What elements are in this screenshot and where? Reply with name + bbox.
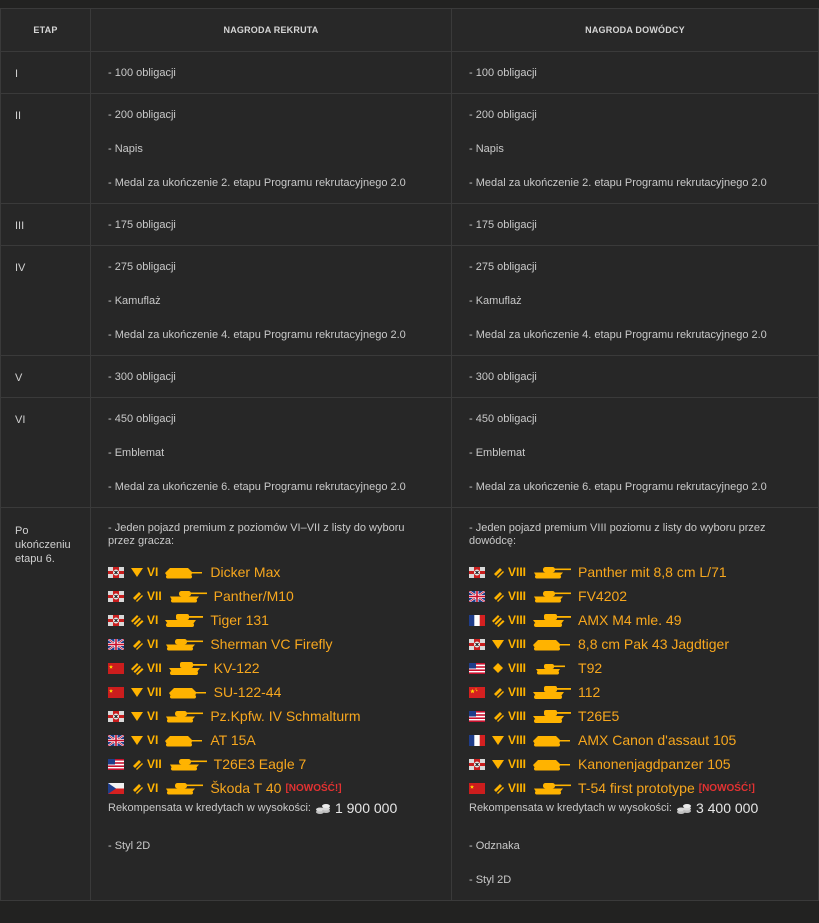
vehicle-item: [469, 728, 810, 752]
commander-reward-cell: [452, 94, 819, 204]
tank-silhouette-icon: [166, 588, 214, 604]
vehicle-name: Dicker Max: [210, 563, 281, 580]
vehicle-item: [469, 656, 810, 680]
vehicle-tier: VIII: [508, 564, 527, 579]
reward-line: - Medal za ukończenie 6. etapu Programu rekrutacyjnego 2.0: [469, 481, 767, 493]
reward-line: - Kamuflaż: [108, 295, 161, 307]
heavy-tank-icon: [491, 613, 505, 627]
vehicle-name: FV4202: [578, 587, 628, 604]
vehicle-name: SU-122-44: [213, 683, 282, 700]
tank-silhouette-icon: [530, 756, 578, 772]
stage-row: [1, 398, 819, 508]
tank-silhouette-icon: [530, 708, 578, 724]
td-icon: [130, 685, 144, 699]
stage-cell: Po ukończeniu etapu 6.: [1, 508, 91, 901]
vehicle-tier: VII: [147, 684, 162, 699]
germany-flag-icon: [108, 615, 124, 626]
td-icon: [130, 565, 144, 579]
vehicle-name: 112: [578, 683, 601, 700]
final-stage-row: [1, 508, 819, 901]
vehicle-item: [108, 680, 443, 704]
reward-line: - 450 obligacji: [108, 413, 176, 425]
vehicle-name: Pz.Kpfw. IV Schmalturm: [210, 707, 361, 724]
vehicle-tier: VIII: [508, 732, 527, 747]
commander-final-reward-cell: [452, 508, 819, 901]
compensation-amount: 3 400 000: [695, 800, 759, 816]
compensation-label: Rekompensata w kredytach w wysokości:: [108, 802, 311, 814]
vehicle-tier: VI: [147, 636, 159, 651]
usa-flag-icon: [108, 759, 124, 770]
tank-silhouette-icon: [162, 636, 210, 652]
vehicle-item: [108, 704, 443, 728]
recruit-reward-cell: [91, 398, 452, 508]
new-badge: [NOWOŚĆ!]: [285, 782, 342, 794]
vehicle-item: [469, 560, 810, 584]
recruit-reward-cell: [91, 204, 452, 246]
reward-line: - 200 obligacji: [469, 109, 537, 121]
vehicle-name: 8,8 cm Pak 43 Jagdtiger: [578, 635, 729, 652]
czech-flag-icon: [108, 783, 124, 794]
reward-line: - Medal za ukończenie 4. etapu Programu rekrutacyjnego 2.0: [469, 329, 767, 341]
france-flag-icon: [469, 615, 485, 626]
vehicle-tier: VIII: [508, 756, 527, 771]
tank-silhouette-icon: [162, 732, 210, 748]
vehicle-name: AT 15A: [210, 731, 256, 748]
reward-line: - Medal za ukończenie 4. etapu Programu rekrutacyjnego 2.0: [108, 329, 406, 341]
vehicle-tier: VI: [147, 732, 159, 747]
reward-line: - Napis: [108, 143, 143, 155]
tank-silhouette-icon: [166, 756, 214, 772]
tank-silhouette-icon: [530, 732, 578, 748]
reward-line: - Emblemat: [469, 447, 526, 459]
germany-flag-icon: [108, 591, 124, 602]
reward-line: - Medal za ukończenie 2. etapu Programu rekrutacyjnego 2.0: [108, 177, 406, 189]
vehicle-tier: VIII: [508, 588, 527, 603]
commander-reward-cell: [452, 398, 819, 508]
stage-cell: III: [1, 204, 91, 246]
recruit-compensation: [108, 802, 443, 815]
vehicle-name: Sherman VC Firefly: [210, 635, 333, 652]
vehicle-name: KV-122: [213, 659, 260, 676]
reward-line: - Kamuflaż: [469, 295, 522, 307]
tank-silhouette-icon: [530, 564, 578, 580]
reward-line: - 450 obligacji: [469, 413, 537, 425]
medium-tank-icon: [130, 781, 144, 795]
vehicle-name: AMX M4 mle. 49: [578, 611, 682, 628]
usa-flag-icon: [469, 711, 485, 722]
compensation-label: Rekompensata w kredytach w wysokości:: [469, 802, 672, 814]
credits-icon: [315, 803, 331, 815]
stage-row: [1, 356, 819, 398]
commander-vehicle-list: [469, 560, 810, 800]
vehicle-tier: VII: [147, 660, 162, 675]
vehicle-item: [108, 584, 443, 608]
vehicle-name: T26E5: [578, 707, 620, 724]
vehicle-name: Panther/M10: [213, 587, 294, 604]
new-badge: [NOWOŚĆ!]: [698, 782, 755, 794]
commander-reward-cell: [452, 246, 819, 356]
heavy-tank-icon: [130, 661, 144, 675]
vehicle-item: [108, 560, 443, 584]
table-header-row: [1, 9, 819, 52]
tank-silhouette-icon: [530, 612, 578, 628]
vehicle-item: [469, 752, 810, 776]
stage-cell: V: [1, 356, 91, 398]
recruit-final-reward-cell: [91, 508, 452, 901]
commander-compensation: [469, 802, 810, 815]
tank-silhouette-icon: [162, 564, 210, 580]
tank-silhouette-icon: [162, 780, 210, 796]
td-icon: [130, 733, 144, 747]
tank-silhouette-icon: [162, 612, 210, 628]
france-flag-icon: [469, 735, 485, 746]
recruit-reward-cell: [91, 246, 452, 356]
rewards-table-wrapper: [0, 8, 819, 901]
reward-line: - 175 obligacji: [469, 219, 537, 231]
recruit-intro-text: - Jeden pojazd premium z poziomów VI–VII z listy do wyboru przez gracza:: [108, 522, 405, 547]
tank-silhouette-icon: [530, 780, 578, 796]
reward-line: - Napis: [469, 143, 504, 155]
header-recruit-reward: NAGRODA REKRUTA: [91, 9, 452, 52]
reward-line: - Odznaka: [469, 840, 520, 852]
vehicle-item: [469, 680, 810, 704]
reward-line: - 275 obligacji: [469, 261, 537, 273]
td-icon: [491, 733, 505, 747]
light-tank-icon: [491, 661, 505, 675]
vehicle-item: [469, 632, 810, 656]
usa-flag-icon: [469, 663, 485, 674]
tank-silhouette-icon: [530, 588, 578, 604]
medium-tank-icon: [491, 685, 505, 699]
header-commander-reward: NAGRODA DOWÓDCY: [452, 9, 819, 52]
vehicle-tier: VI: [147, 780, 159, 795]
vehicle-tier: VII: [147, 588, 162, 603]
rewards-table: [0, 8, 819, 901]
stage-cell: VI: [1, 398, 91, 508]
reward-line: - 300 obligacji: [469, 371, 537, 383]
vehicle-name: Škoda T 40: [210, 779, 282, 796]
vehicle-item: [108, 728, 443, 752]
tank-silhouette-icon: [166, 684, 214, 700]
vehicle-item: [469, 608, 810, 632]
tank-silhouette-icon: [166, 660, 214, 676]
reward-line: - Styl 2D: [108, 840, 151, 852]
germany-flag-icon: [108, 711, 124, 722]
commander-intro-text: - Jeden pojazd premium VIII poziomu z listy do wyboru przez dowódcę:: [469, 522, 766, 547]
ussr-flag-icon: [108, 663, 124, 674]
medium-tank-icon: [130, 757, 144, 771]
medium-tank-icon: [491, 589, 505, 603]
tank-silhouette-icon: [530, 684, 578, 700]
vehicle-name: Tiger 131: [210, 611, 269, 628]
vehicle-item: [108, 608, 443, 632]
vehicle-item: [108, 656, 443, 680]
uk-flag-icon: [469, 591, 485, 602]
recruit-reward-cell: [91, 94, 452, 204]
vehicle-name: AMX Canon d'assaut 105: [578, 731, 737, 748]
stage-cell: IV: [1, 246, 91, 356]
reward-line: - Styl 2D: [469, 874, 512, 886]
commander-extra-rewards: [469, 840, 810, 892]
reward-line: - 100 obligacji: [108, 67, 176, 79]
medium-tank-icon: [491, 781, 505, 795]
recruit-extra-rewards: [108, 840, 443, 858]
vehicle-item: [469, 584, 810, 608]
medium-tank-icon: [130, 589, 144, 603]
vehicle-tier: VIII: [508, 636, 527, 651]
vehicle-tier: VI: [147, 708, 159, 723]
reward-line: - 200 obligacji: [108, 109, 176, 121]
td-icon: [491, 757, 505, 771]
commander-reward-cell: [452, 356, 819, 398]
recruit-reward-cell: [91, 356, 452, 398]
ussr-flag-icon: [108, 687, 124, 698]
vehicle-name: Kanonenjagdpanzer 105: [578, 755, 731, 772]
stage-row: [1, 94, 819, 204]
tank-silhouette-icon: [162, 708, 210, 724]
vehicle-item: [108, 632, 443, 656]
tank-silhouette-icon: [530, 636, 578, 652]
vehicle-tier: VII: [147, 756, 162, 771]
medium-tank-icon: [491, 565, 505, 579]
stage-row: [1, 52, 819, 94]
recruit-reward-cell: [91, 52, 452, 94]
medium-tank-icon: [130, 637, 144, 651]
germany-flag-icon: [108, 567, 124, 578]
uk-flag-icon: [108, 735, 124, 746]
vehicle-name: T26E3 Eagle 7: [213, 755, 307, 772]
vehicle-tier: VIII: [508, 708, 527, 723]
reward-line: - 100 obligacji: [469, 67, 537, 79]
germany-flag-icon: [469, 759, 485, 770]
uk-flag-icon: [108, 639, 124, 650]
vehicle-item: [469, 776, 810, 800]
vehicle-tier: VI: [147, 564, 159, 579]
vehicle-name: Panther mit 8,8 cm L/71: [578, 563, 727, 580]
ussr-flag-icon: [469, 783, 485, 794]
commander-reward-cell: [452, 204, 819, 246]
stage-row: [1, 204, 819, 246]
vehicle-name: T92: [578, 659, 603, 676]
recruit-vehicle-list: [108, 560, 443, 800]
vehicle-tier: VIII: [508, 684, 527, 699]
vehicle-item: [108, 776, 443, 800]
china-flag-icon: [469, 687, 485, 698]
td-icon: [491, 637, 505, 651]
reward-line: - Medal za ukończenie 6. etapu Programu rekrutacyjnego 2.0: [108, 481, 406, 493]
stage-row: [1, 246, 819, 356]
medium-tank-icon: [491, 709, 505, 723]
reward-line: - 275 obligacji: [108, 261, 176, 273]
header-stage: ETAP: [1, 9, 91, 52]
vehicle-tier: VIII: [508, 660, 527, 675]
vehicle-name: T-54 first prototype: [578, 779, 695, 796]
tank-silhouette-icon: [530, 660, 578, 676]
vehicle-item: [108, 752, 443, 776]
compensation-amount: 1 900 000: [334, 800, 398, 816]
vehicle-tier: VIII: [508, 612, 527, 627]
stage-cell: II: [1, 94, 91, 204]
reward-line: - Emblemat: [108, 447, 165, 459]
vehicle-tier: VIII: [508, 780, 527, 795]
credits-icon: [676, 803, 692, 815]
germany-flag-icon: [469, 639, 485, 650]
commander-reward-cell: [452, 52, 819, 94]
reward-line: - 300 obligacji: [108, 371, 176, 383]
vehicle-item: [469, 704, 810, 728]
vehicle-tier: VI: [147, 612, 159, 627]
heavy-tank-icon: [130, 613, 144, 627]
germany-flag-icon: [469, 567, 485, 578]
reward-line: - Medal za ukończenie 2. etapu Programu rekrutacyjnego 2.0: [469, 177, 767, 189]
reward-line: - 175 obligacji: [108, 219, 176, 231]
td-icon: [130, 709, 144, 723]
stage-cell: I: [1, 52, 91, 94]
